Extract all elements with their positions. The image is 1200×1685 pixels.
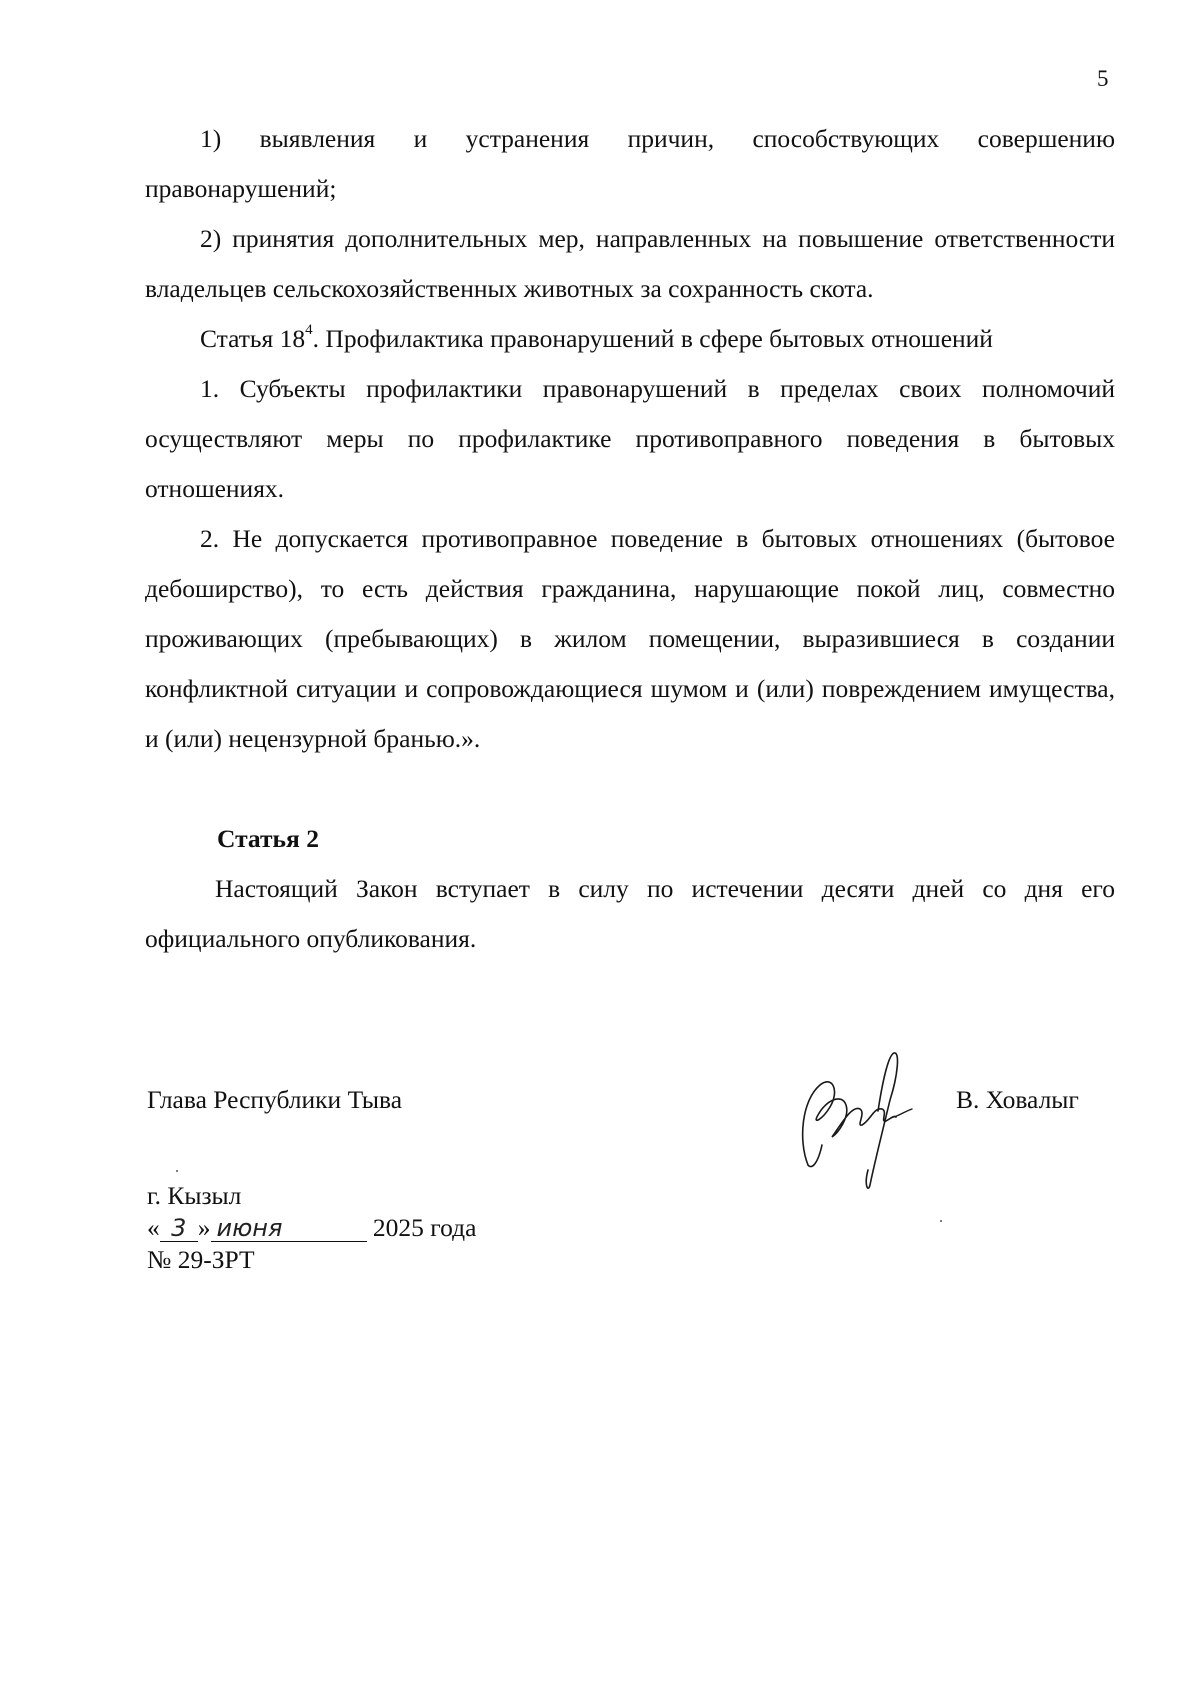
page-number: 5 bbox=[1097, 66, 1109, 91]
date-open-quote: « bbox=[147, 1213, 160, 1242]
signer-position: Глава Республики Тыва bbox=[147, 1085, 403, 1114]
article-18-4-prefix: Статья 18 bbox=[200, 324, 306, 353]
article-18-4-point-2: 2. Не допускается противоправное поведение в бытовых отношениях (бытовое дебоширство), то есть действия гражданина, нарушающие покой лиц, совместно проживающих (пребывающих) в жилом помещении, выразившиеся в создании конфликтной ситуации и сопровождающиеся шумом и (или) повреждением имущества, и (или) нецензурной бранью.». bbox=[145, 524, 1115, 753]
date-year: 2025 года bbox=[372, 1213, 477, 1242]
article-18-4-point-1: 1. Субъекты профилактики правонарушений в пределах своих полномочий осуществляют меры по профилактике противоправного поведения в бытовых отношениях. bbox=[145, 374, 1115, 503]
scan-speck bbox=[940, 1220, 942, 1222]
law-number: № 29-ЗРТ bbox=[147, 1245, 255, 1274]
city: г. Кызыл bbox=[147, 1181, 242, 1210]
date-line bbox=[147, 1212, 476, 1244]
article-2-title: Статья 2 bbox=[217, 824, 319, 853]
date-month: июня bbox=[211, 1215, 367, 1242]
date-day: 3 bbox=[160, 1215, 198, 1242]
article-2-text: Настоящий Закон вступает в силу по истечении десяти дней со дня его официального опубликования. bbox=[145, 874, 1115, 953]
article-18-4-superscript: 4 bbox=[305, 321, 313, 338]
scan-speck bbox=[176, 1170, 178, 1172]
document-body bbox=[145, 114, 1115, 964]
paragraph-item-2: 2) принятия дополнительных мер, направленных на повышение ответственности владельцев сельскохозяйственных животных за сохранность скота. bbox=[145, 224, 1115, 303]
article-18-4-heading bbox=[145, 314, 1115, 364]
signer-name: В. Ховалыг bbox=[956, 1085, 1079, 1114]
handwritten-signature bbox=[790, 1045, 930, 1195]
date-close-quote: » bbox=[197, 1213, 211, 1242]
paragraph-item-1: 1) выявления и устранения причин, способствующих совершению правонарушений; bbox=[145, 124, 1115, 203]
article-18-4-title: . Профилактика правонарушений в сфере бытовых отношений bbox=[312, 324, 993, 353]
document-footer bbox=[147, 1180, 476, 1276]
